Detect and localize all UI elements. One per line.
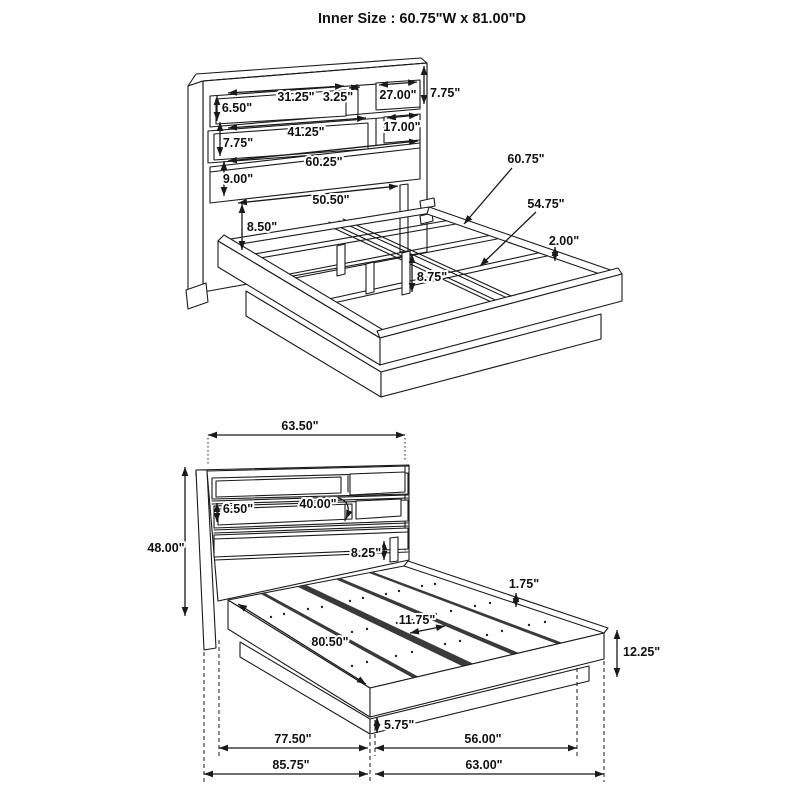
shelf-rowA-right-box [350,472,405,495]
dim-label-headboard-to-platform: 8.25" [350,546,382,560]
support-leg [366,262,374,294]
headboard-left-post [188,81,203,297]
dim-label-base-height: 5.75" [384,718,415,732]
dim-label-foot-span: 56.00" [464,732,502,746]
support-leg [337,244,345,276]
dim-label-lower-opening: 50.50" [312,193,350,207]
dim-label-shelf3-width: 60.25" [305,155,343,169]
bottom-view [147,419,660,782]
headboard-right-leg [390,537,398,562]
dim-label-platform-span: 77.50" [274,732,312,746]
dim-label-shelf2-right: 17.00" [383,120,421,134]
dim-label-rail-thickness: 1.75" [508,577,540,591]
dim-label-shelf1-gap: 3.25" [322,90,354,104]
shelf-rowA-opening [216,477,341,497]
dim-label-slat-spacing: 11.75" [398,613,436,627]
leader-inner-width [464,168,512,224]
dim-label-shelf2-height: 7.75" [222,136,254,150]
dim-label-shelf-opening-height: 6.50" [222,502,254,516]
support-leg [402,251,410,295]
dim-label-shelf1-width: 31.25" [277,90,315,104]
dim-label-shelf1-right: 27.00" [379,88,417,102]
dim-label-shelf3-height: 9.00" [222,172,254,186]
shelf-rowB-right-box [356,499,401,519]
dim-label-rail-lip: 2.00" [548,234,580,248]
dim-label-platform-height: 12.25" [623,645,661,659]
dim-label-leg-height: 8.75" [416,270,448,284]
dim-label-headboard-height: 48.00" [147,541,185,555]
dim-label-platform-length: 80.50" [311,635,349,649]
dim-label-shelf2-width: 41.25" [287,125,325,139]
dim-label-shelf1-height: 6.50" [221,101,253,115]
dim-label-overall-width: 63.00" [465,758,503,772]
dim-label-headboard-width: 63.50" [281,419,319,433]
right-rail [427,207,622,281]
dim-label-inner-width: 60.75" [507,152,545,166]
dim-label-row-height-outer: 7.75" [430,86,461,100]
dim-label-headboard-to-rail: 8.50" [246,220,278,234]
page-title: Inner Size : 60.75"W x 81.00"D [318,11,526,27]
leader-inner-rail [480,212,536,266]
dim-label-inner-rail: 54.75" [527,197,565,211]
dim-label-overall-depth: 85.75" [272,758,310,772]
top-view [186,58,622,397]
dim-label-sliding-door-width: 40.00" [299,497,337,511]
